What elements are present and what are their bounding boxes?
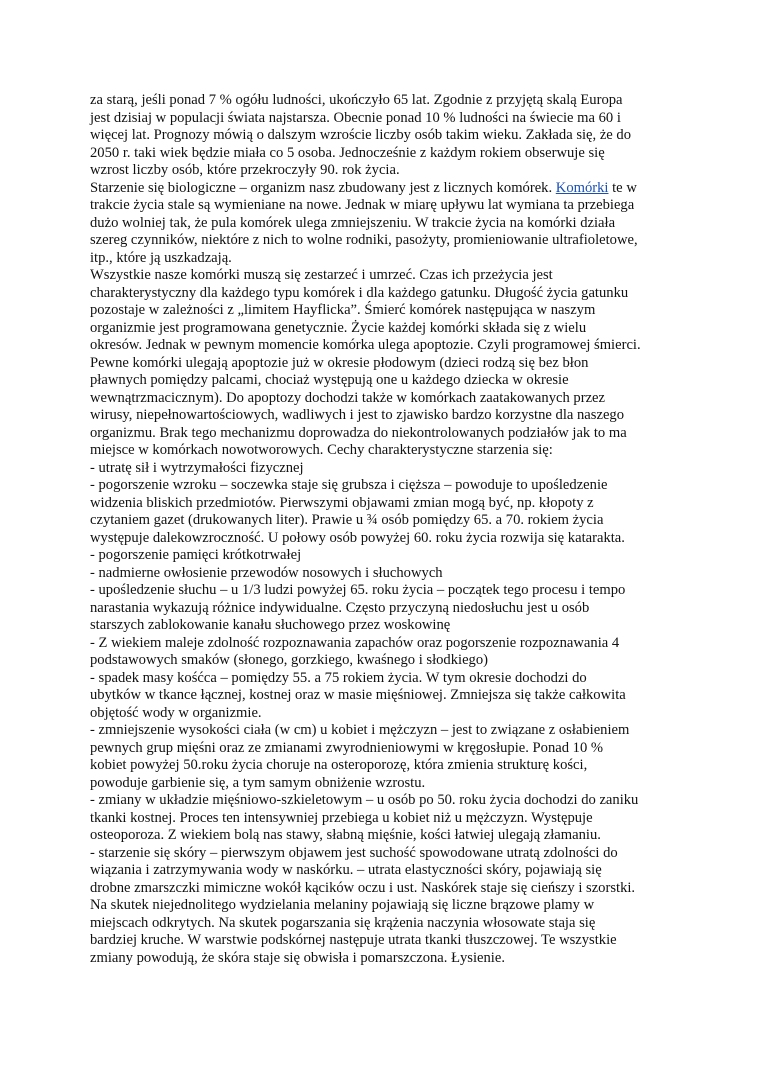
text-segment: wirusy, niepełnowartościowych, wadliwych i jest to zjawisko bardzo korzystne dla naszego	[90, 407, 625, 423]
text-segment: Wszystkie nasze komórki muszą się zestarzeć i umrzeć. Czas ich przeżycia jest	[90, 267, 553, 283]
text-segment: 2050 r. taki wiek będzie miała co 5 osoba. Jednocześnie z każdym rokiem obserwuje się	[90, 144, 605, 161]
text-line	[90, 390, 700, 408]
text-line	[90, 915, 700, 933]
text-segment: dużo wolniej tak, że pula komórek ulega zmniejszeniu. W trakcie życia na komórki działa	[90, 214, 616, 231]
text-segment: wiązania i zatrzymywania wody w naskórku. – utrata elastyczności skóry, pojawiają się	[90, 862, 602, 878]
text-line	[90, 757, 700, 775]
text-line	[90, 127, 700, 145]
text-segment: - spadek masy kośćca – pomiędzy 55. a 75 rokiem życia. W tym okresie dochodzi do	[90, 669, 587, 686]
text-line	[90, 337, 700, 355]
text-segment: kobiet powyżej 50.roku życia choruje na osteroporozę, która zmienia strukturę kości,	[90, 757, 588, 773]
text-segment: te w	[608, 179, 637, 196]
text-segment: szereg czynników, niektóre z nich to wolne rodniki, pasożyty, promieniowanie ultrafioletowe,	[90, 232, 638, 248]
text-line	[90, 425, 700, 443]
text-segment: ubytków w tkance łącznej, kostnej oraz w masie mięśniowej. Zmniejsza się także całkowita	[90, 687, 626, 703]
text-segment: osteoporoza. Z wiekiem bolą nas stawy, słabną mięśnie, kości łatwiej ulegają złamaniu.	[90, 827, 601, 843]
text-segment: - nadmierne owłosienie przewodów nosowych i słuchowych	[90, 564, 443, 581]
text-segment: okresów. Jednak w pewnym momencie komórka ulega apoptozie. Czyli programowej śmierci.	[90, 337, 641, 353]
text-line	[90, 110, 700, 128]
text-line	[90, 722, 700, 740]
text-segment: - pogorszenie wzroku – soczewka staje się grubsza i cięższa – powoduje to upośledzenie	[90, 477, 608, 493]
text-segment: czytaniem gazet (drukowanych liter). Prawie u ¾ osób pomiędzy 65. a 70. rokiem życia	[90, 512, 604, 528]
text-line	[90, 810, 700, 828]
text-segment: miejscach odkrytych. Na skutek pogarszania się krążenia naczynia włosowate staja się	[90, 914, 596, 931]
text-line	[90, 932, 700, 950]
text-line	[90, 442, 700, 460]
text-segment: widzenia bliskich przedmiotów. Pierwszymi objawami zmian mogą być, np. kłopoty z	[90, 494, 594, 511]
text-segment: zmiany powodują, że skóra staje się obwisła i pomarszczona. Łysienie.	[90, 949, 505, 966]
text-segment: tkanki kostnej. Proces ten intensywniej przebiega u kobiet niż u mężczyzn. Występuje	[90, 809, 593, 826]
komorki-link[interactable]: Komórki	[555, 179, 609, 196]
text-line	[90, 92, 700, 110]
text-line	[90, 285, 700, 303]
text-segment: Starzenie się biologiczne – organizm nasz zbudowany jest z licznych komórek.	[90, 179, 556, 196]
text-line	[90, 162, 700, 180]
text-segment: za starą, jeśli ponad 7 % ogółu ludności, ukończyło 65 lat. Zgodnie z przyjętą skalą Europa	[90, 92, 623, 108]
text-segment: miejsce w komórkach nowotworowych. Cechy charakterystyczne starzenia się:	[90, 442, 553, 458]
text-line	[90, 145, 700, 163]
text-line	[90, 477, 700, 495]
text-line	[90, 460, 700, 478]
text-segment: trakcie życia stale są wymieniane na nowe. Jednak w miarę upływu lat wymiana ta przebiega	[90, 197, 635, 213]
text-line	[90, 635, 700, 653]
text-line	[90, 407, 700, 425]
text-line	[90, 250, 700, 268]
text-line	[90, 845, 700, 863]
text-line	[90, 495, 700, 513]
text-segment: występuje dalekowzroczność. U połowy osób powyżej 60. roku życia rozwija się katarakta.	[90, 529, 625, 546]
text-segment: starszych zablokowanie kanału słuchowego przez woskowinę	[90, 617, 451, 633]
text-line	[90, 302, 700, 320]
text-segment: - upośledzenie słuchu – u 1/3 ludzi powyżej 65. roku życia – początek tego procesu i tempo	[90, 582, 626, 598]
text-segment: - starzenie się skóry – pierwszym objawem jest suchość spowodowane utratą zdolności do	[90, 844, 618, 861]
document-body	[90, 92, 700, 967]
text-line	[90, 740, 700, 758]
text-line	[90, 530, 700, 548]
text-line	[90, 355, 700, 373]
text-segment: charakterystyczny dla każdego typu komórek i dla każdego gatunku. Długość życia gatunku	[90, 284, 629, 301]
text-segment: powoduje garbienie się, a tym samym obniżenie wzrostu.	[90, 774, 426, 791]
text-line	[90, 862, 700, 880]
text-line	[90, 652, 700, 670]
text-segment: - pogorszenie pamięci krótkotrwałej	[90, 547, 302, 563]
text-segment: bardziej kruche. W warstwie podskórnej następuje utrata tkanki tłuszczowej. Te wszystkie	[90, 932, 617, 948]
text-line	[90, 547, 700, 565]
text-segment: itp., które ją uszkadzają.	[90, 249, 232, 266]
text-line	[90, 775, 700, 793]
text-line	[90, 617, 700, 635]
text-line	[90, 950, 700, 968]
text-line	[90, 232, 700, 250]
text-line	[90, 792, 700, 810]
text-line	[90, 267, 700, 285]
text-segment: więcej lat. Prognozy mówią o dalszym wzroście liczby osób takim wieku. Zakłada się, że do	[90, 127, 632, 143]
text-segment: - Z wiekiem maleje zdolność rozpoznawania zapachów oraz pogorszenie rozpoznawania 4	[90, 634, 620, 651]
text-segment: pozostaje w zależności z „limitem Hayflicka”. Śmierć komórek następująca w naszym	[90, 302, 596, 318]
text-segment: - utratę sił i wytrzymałości fizycznej	[90, 459, 304, 476]
text-line	[90, 512, 700, 530]
text-line	[90, 215, 700, 233]
text-segment: - zmiany w układzie mięśniowo-szkieletowym – u osób po 50. roku życia dochodzi do zaniku	[90, 792, 639, 808]
text-line	[90, 180, 700, 198]
text-line	[90, 320, 700, 338]
text-line	[90, 897, 700, 915]
text-segment: jest dzisiaj w populacji świata najstarsza. Obecnie ponad 10 % ludności na świecie ma 60 i	[90, 109, 621, 126]
text-segment: pławnych pomiędzy palcami, chociaż występują one u każdego dziecka w okresie	[90, 372, 569, 388]
text-segment: wewnątrzmacicznym). Do apoptozy dochodzi także w komórkach zaatakowanych przez	[90, 389, 606, 406]
text-line	[90, 670, 700, 688]
text-line	[90, 582, 700, 600]
text-segment: Pewne komórki ulegają apoptozie już w okresie płodowym (dzieci rodzą się bez błon	[90, 354, 589, 371]
text-segment: wzrost liczby osób, które przekroczyły 90. rok życia.	[90, 162, 400, 178]
text-line	[90, 197, 700, 215]
text-line	[90, 827, 700, 845]
text-segment: drobne zmarszczki mimiczne wokół kącików oczu i ust. Naskórek staje się cieńszy i szorstki.	[90, 879, 636, 896]
text-line	[90, 565, 700, 583]
text-segment: pewnych grup mięśni oraz ze zmianami zwyrodnieniowymi w kręgosłupie. Ponad 10 %	[90, 739, 604, 756]
text-segment: - zmniejszenie wysokości ciała (w cm) u kobiet i mężczyzn – jest to związane z osłabieniem	[90, 722, 630, 738]
text-segment: objętość wody w organizmie.	[90, 704, 262, 721]
text-segment: narastania wykazują różnice indywidualne. Często przyczyną niedosłuchu jest u osób	[90, 599, 590, 616]
text-line	[90, 687, 700, 705]
text-line	[90, 600, 700, 618]
text-line	[90, 372, 700, 390]
text-segment: Na skutek niejednolitego wydzielania melaniny pojawiają się liczne brązowe plamy w	[90, 897, 595, 913]
text-segment: organizmu. Brak tego mechanizmu doprowadza do niekontrolowanych podziałów jak to ma	[90, 424, 627, 441]
text-segment: podstawowych smaków (słonego, gorzkiego, kwaśnego i słodkiego)	[90, 652, 489, 668]
text-line	[90, 705, 700, 723]
text-line	[90, 880, 700, 898]
text-segment: organizmie jest programowana genetycznie. Życie każdej komórki składa się z wielu	[90, 319, 587, 336]
